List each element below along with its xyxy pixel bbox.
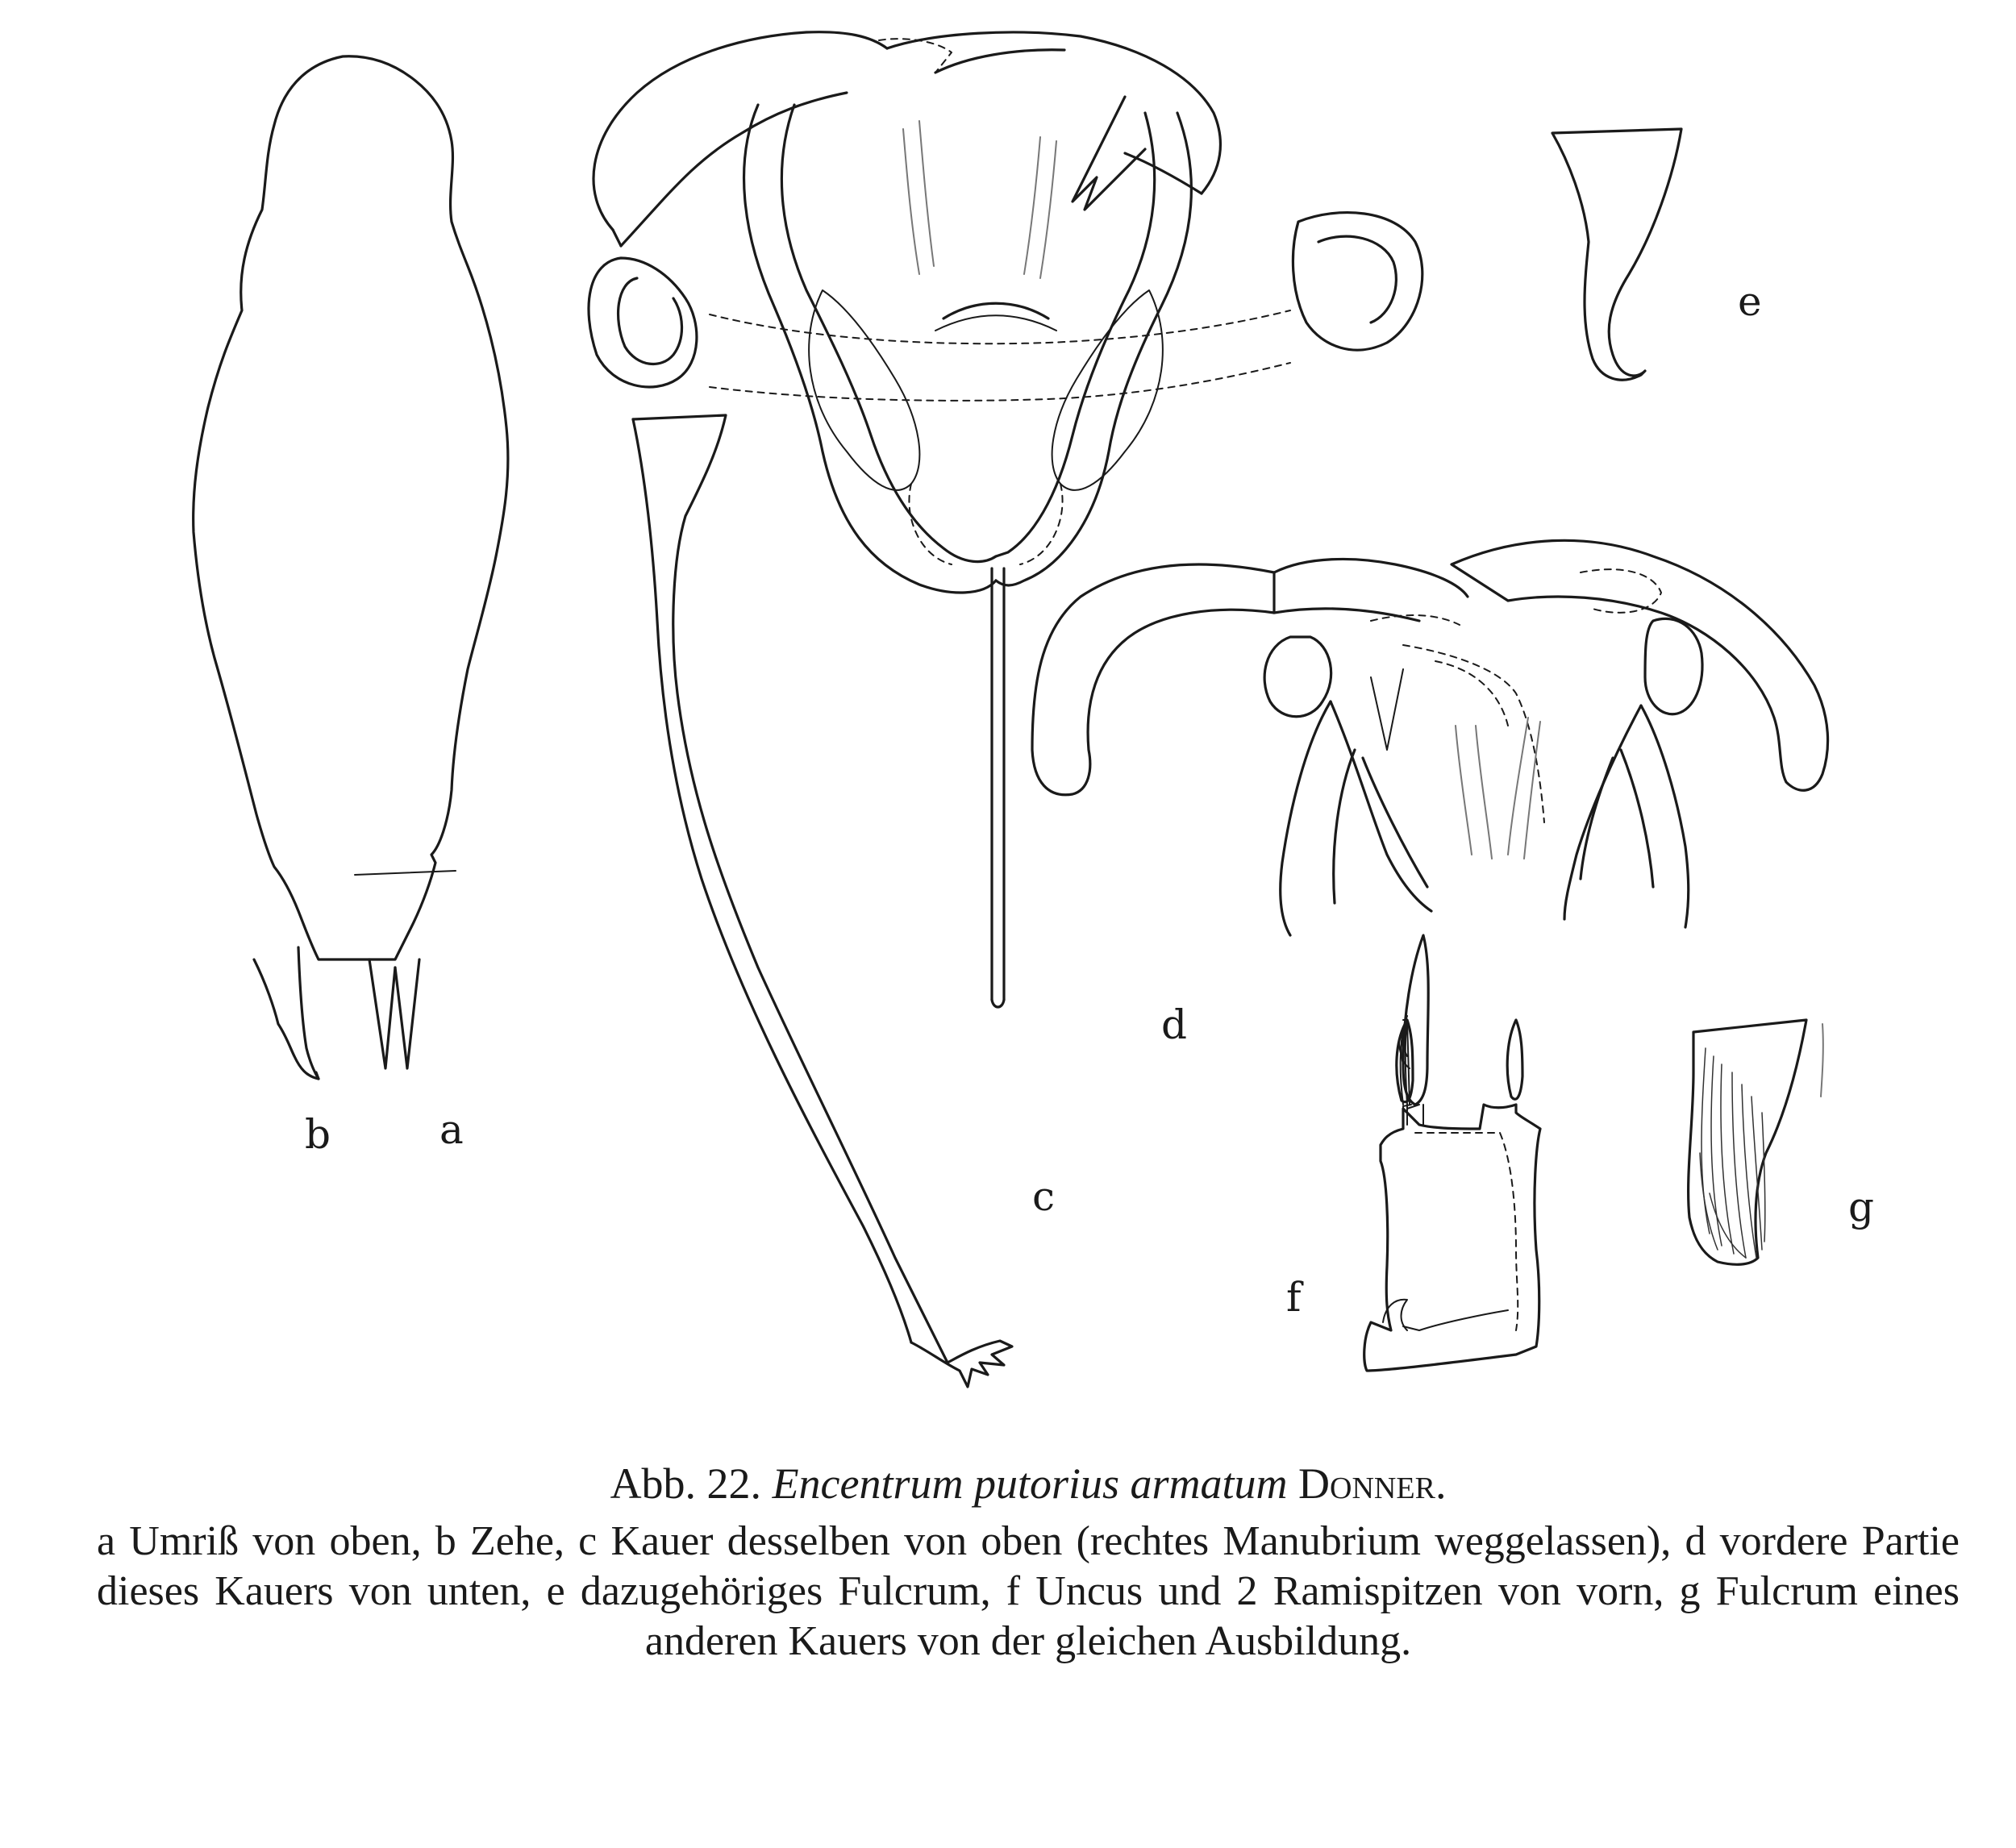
panel-label-c: c <box>1032 1173 1056 1220</box>
caption-description: a Umriß von oben, b Zehe, c Kauer desselben von oben (rechtes Manubrium weggelassen), d vordere Partie dieses Kauers von unten, e dazugehöriges Fulcrum, f Uncus und 2 Ramispitzen von vorn, g Fulcrum eines anderen Kauers von der gleichen Ausbildung. <box>97 1518 1960 1664</box>
species-name: Encentrum putorius armatum <box>772 1459 1288 1508</box>
panel-label-g: g <box>1848 1184 1875 1230</box>
panel-label-d: d <box>1161 1001 1188 1048</box>
panel-label-f: f <box>1286 1274 1302 1321</box>
drawing-f-uncus <box>1364 935 1540 1371</box>
drawing-d-trophi-front <box>1032 540 1828 935</box>
panel-label-a: a <box>439 1106 464 1153</box>
figure-caption <box>97 1455 1960 1667</box>
drawing-c-trophi <box>589 32 1422 1387</box>
panel-label-b: b <box>305 1111 331 1158</box>
panel-label-e: e <box>1738 278 1762 325</box>
figure-number: Abb. 22. <box>610 1459 762 1508</box>
drawing-b-toe <box>254 947 319 1079</box>
caption-title <box>97 1455 1960 1512</box>
author-name: Donner <box>1298 1459 1435 1508</box>
title-period: . <box>1435 1459 1447 1508</box>
drawing-a-body-outline <box>194 56 508 1068</box>
drawing-g-fulcrum <box>1689 1020 1823 1264</box>
drawing-e-fulcrum <box>1552 129 1681 380</box>
